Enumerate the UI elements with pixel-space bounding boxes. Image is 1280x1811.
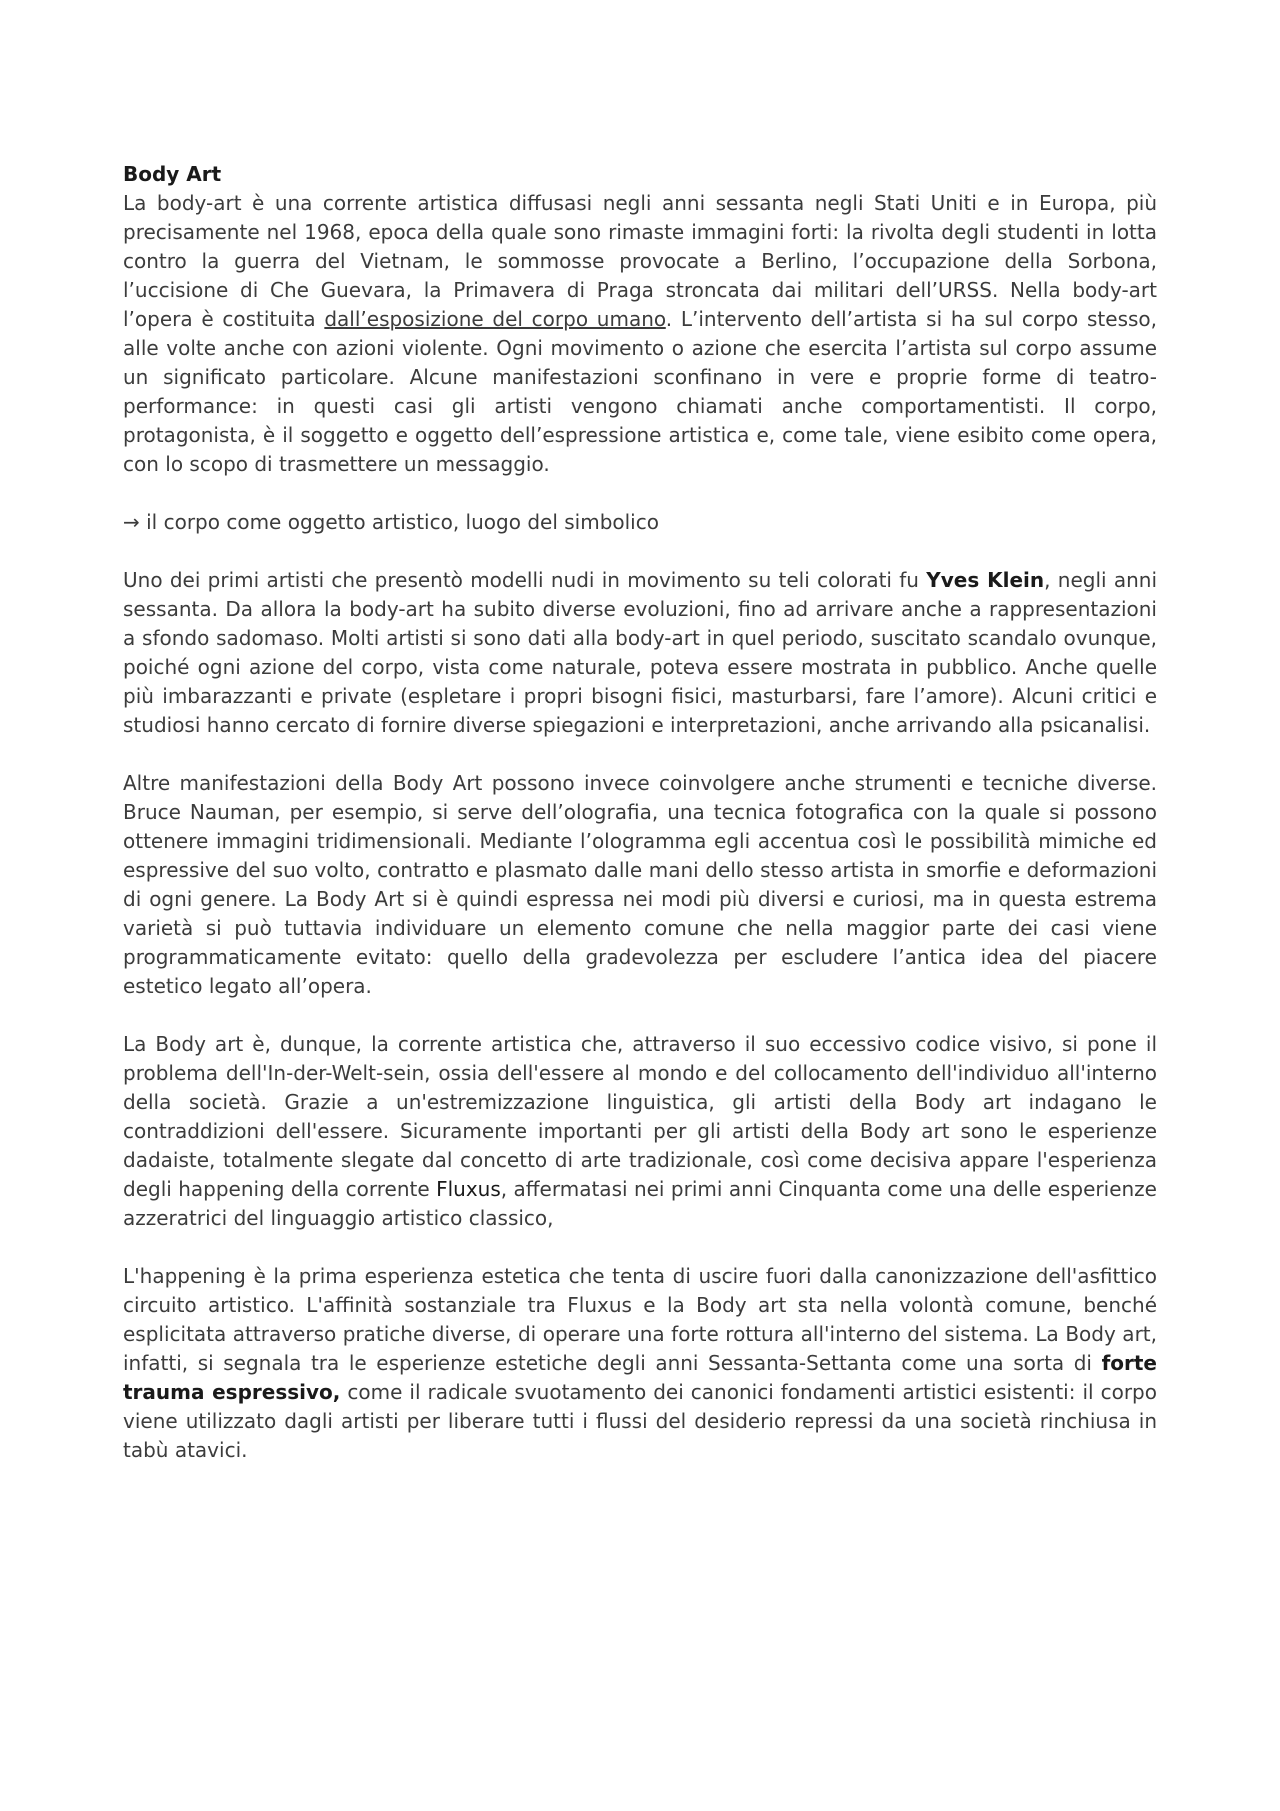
- paragraph-intro-text-b: . L’intervento dell’artista si ha sul corpo stesso, alle volte anche con azioni violente. Ogni movimento o azione che esercita l’artista sul corpo assume un significato particolare. Alcune manifestazioni sconfinano in vere e proprie forme di teatro-performance: in questi casi gli artisti vengono chiamati anche comportamentisti. Il corpo, protagonista, è il soggetto e oggetto dell’espressione artistica e, come tale, viene esibito come opera, con lo scopo di trasmettere un messaggio.: [123, 307, 1157, 476]
- paragraph-happening: [123, 1262, 1157, 1465]
- arrow-note: → il corpo come oggetto artistico, luogo del simbolico: [123, 510, 659, 534]
- paragraph-nauman: Altre manifestazioni della Body Art possono invece coinvolgere anche strumenti e tecniche diverse. Bruce Nauman, per esempio, si serve dell’olografia, una tecnica fotografica con la quale si possono ottenere immagini tridimensionali. Mediante l’ologramma egli accentua così le possibilità mimiche ed espressive del suo volto, contratto e plasmato dalle mani dello stesso artista in smorfie e deformazioni di ogni genere. La Body Art si è quindi espressa nei modi più diversi e curiosi, ma in questa estrema varietà si può tuttavia individuare un elemento comune che nella maggior parte dei casi viene programmaticamente evitato: quello della gradevolezza per escludere l’antica idea del piacere estetico legato all’opera.: [123, 771, 1157, 998]
- paragraph-in-der-welt-sein: [123, 1030, 1157, 1233]
- fluxus-term: Fluxus: [436, 1177, 501, 1201]
- paragraph-in-der-welt-sein-text-b: , affermatasi nei primi anni Cinquanta come una delle esperienze azzeratrici del linguaggio artistico classico,: [123, 1177, 1157, 1230]
- paragraph-yves-klein-text-a: Uno dei primi artisti che presentò modelli nudi in movimento su teli colorati fu: [123, 568, 927, 592]
- document-title: Body Art: [123, 162, 222, 186]
- paragraph-intro: [123, 189, 1157, 479]
- paragraph-happening-text-b: come il radicale svuotamento dei canonici fondamenti artistici esistenti: il corpo viene utilizzato dagli artisti per liberare tutti i flussi del desiderio repressi da una società rinchiusa in tabù atavici.: [123, 1380, 1157, 1462]
- paragraph-happening-text-a: L'happening è la prima esperienza estetica che tenta di uscire fuori dalla canonizzazione dell'asfittico circuito artistico. L'affinità sostanziale tra Fluxus e la Body art sta nella volontà comune, benché esplicitata attraverso pratiche diverse, di operare una forte rottura all'interno del sistema. La Body art, infatti, si segnala tra le esperienze estetiche degli anni Sessanta-Settanta come una sorta di: [123, 1264, 1157, 1375]
- underlined-phrase: dall’esposizione del corpo umano: [324, 307, 666, 331]
- paragraph-yves-klein-text-b: , negli anni sessanta. Da allora la body-art ha subito diverse evoluzioni, fino ad arrivare anche a rappresentazioni a sfondo sadomaso. Molti artisti si sono dati alla body-art in quel periodo, suscitato scandalo ovunque, poiché ogni azione del corpo, vista come naturale, poteva essere mostrata in pubblico. Anche quelle più imbarazzanti e private (espletare i propri bisogni fisici, masturbarsi, fare l’amore). Alcuni critici e studiosi hanno cercato di fornire diverse spiegazioni e interpretazioni, anche arrivando alla psicanalisi.: [123, 568, 1157, 737]
- bold-forte-trauma: forte trauma espressivo,: [123, 1351, 1157, 1404]
- paragraph-in-der-welt-sein-text-a: La Body art è, dunque, la corrente artistica che, attraverso il suo eccessivo codice visivo, si pone il problema dell'In-der-Welt-sein, ossia dell'essere al mondo e del collocamento dell'individuo all'interno della società. Grazie a un'estremizzazione linguistica, gli artisti della Body art indagano le contraddizioni dell'essere. Sicuramente importanti per gli artisti della Body art sono le esperienze dadaiste, totalmente slegate dal concetto di arte tradizionale, così come decisiva appare l'esperienza degli happening della corrente: [123, 1032, 1157, 1201]
- paragraph-yves-klein: [123, 566, 1157, 740]
- paragraph-intro-text-a: La body-art è una corrente artistica diffusasi negli anni sessanta negli Stati Uniti e in Europa, più precisamente nel 1968, epoca della quale sono rimaste immagini forti: la rivolta degli studenti in lotta contro la guerra del Vietnam, le sommosse provocate a Berlino, l’occupazione della Sorbona, l’uccisione di Che Guevara, la Primavera di Praga stroncata dai militari dell’URSS. Nella body-art l’opera è costituita: [123, 191, 1157, 331]
- bold-yves-klein: Yves Klein: [926, 568, 1045, 592]
